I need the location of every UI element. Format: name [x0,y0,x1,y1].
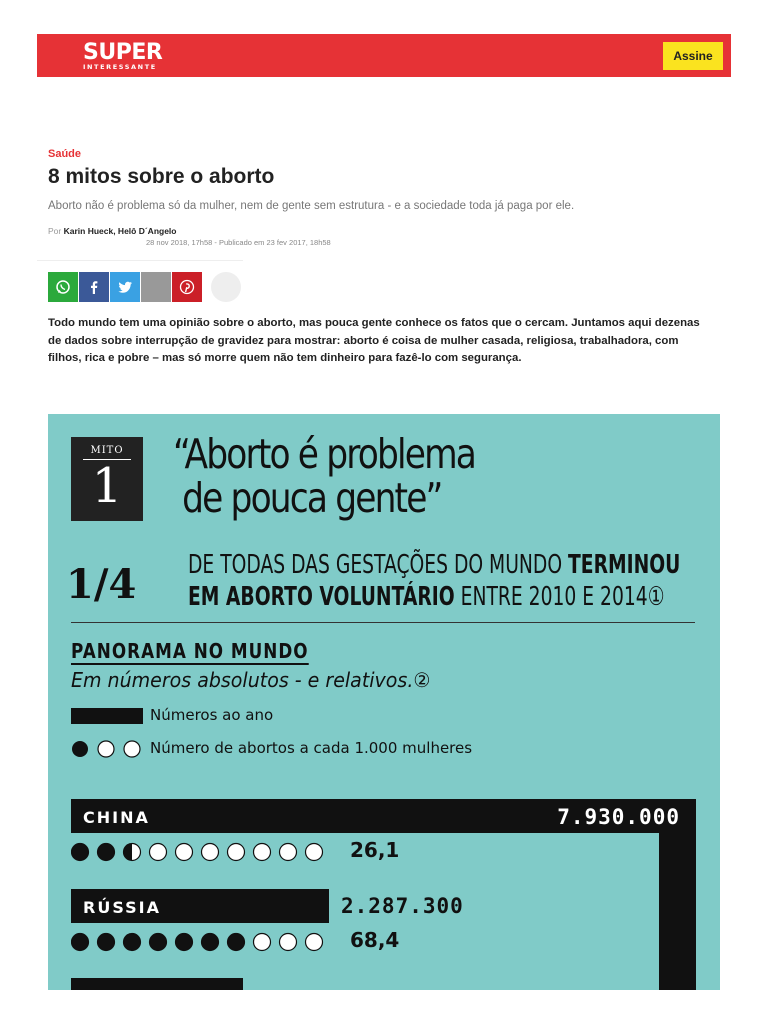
rate-dot [280,934,297,951]
stat-line2-bold: EM ABORTO VOLUNTÁRIO [188,582,455,612]
rate-dot [202,844,219,861]
rate-dot [150,934,167,951]
rate-dot [228,934,245,951]
rate-dot [98,934,115,951]
infographic-divider [71,622,695,623]
article-subtitle: Aborto não é problema só da mulher, nem de gente sem estrutura - e a sociedade toda já paga por ele. [48,200,575,212]
rate-dot [98,844,115,861]
legend-dots-label: Número de abortos a cada 1.000 mulheres [150,739,473,757]
article-authors[interactable]: Karin Hueck, Helô D´Angelo [63,226,177,236]
rate-dot [124,934,141,951]
subscribe-button[interactable]: Assine [663,42,723,70]
twitter-icon [117,279,133,295]
rate-dot [306,934,323,951]
china-bar [71,799,696,833]
myth-label: MITO [83,445,131,460]
myth-quote-line-1: “Aborto é problema [173,430,476,478]
panorama-title: PANORAMA NO MUNDO [71,639,309,663]
myth-quote [173,432,475,520]
stat-line2-normal: ENTRE 2010 E 2014① [454,582,665,612]
rate-dot-half [124,844,132,861]
stat-line1-normal: DE TODAS DAS GESTAÇÕES DO MUNDO [188,550,569,580]
site-logo[interactable]: SUPER INTERESSANTE [83,40,163,71]
russia-value: 2.287.300 [341,894,464,918]
legend-bar-swatch [71,708,143,724]
pinterest-icon [179,279,195,295]
article-title: 8 mitos sobre o aborto [48,165,275,188]
whatsapp-icon [55,279,71,295]
stat-line1-bold: TERMINOU [568,550,681,580]
more-share-button[interactable] [211,272,241,302]
article-byline [48,226,177,236]
rate-dot [280,844,297,861]
site-header [37,34,731,77]
facebook-share-button[interactable] [79,272,109,302]
rate-dot [176,934,193,951]
article-intro: Todo mundo tem uma opinião sobre o aborto, mas pouca gente conhece os fatos que o cercam. Juntamos aqui dezenas de dados sobre interrupção de gravidez para mostrar: aborto é coisa de mulher casada, religiosa, trabalhadora, com filhos, rica e pobre – mas só morre quem não tem dinheiro para fazê-lo com segurança. [48,317,700,364]
russia-bar [71,889,329,923]
pinterest-share-button[interactable] [172,272,202,302]
legend-dots-swatch [71,740,143,758]
rate-dot [254,934,271,951]
byline-prefix: Por [48,226,62,236]
email-icon [148,279,164,295]
myth-quote-line-2: de pouca gente” [173,474,442,522]
rate-dot [228,844,245,861]
twitter-share-button[interactable] [110,272,140,302]
rate-dot [176,844,193,861]
russia-rate-dots [71,932,351,952]
china-rate-dots [71,842,351,862]
china-rate: 26,1 [350,838,400,862]
email-share-button[interactable] [141,272,171,302]
article-category-link[interactable]: Saúde [48,148,82,160]
china-name: CHINA [83,808,150,827]
article-dates: 28 nov 2018, 17h58 - Publicado em 23 fev 2017, 18h58 [146,238,331,247]
facebook-icon [86,279,102,295]
rate-dot [254,844,271,861]
more-icon [218,279,234,295]
stat-text [188,549,680,613]
panorama-subtitle: Em números absolutos - e relativos.② [71,668,431,692]
myth-badge [71,437,143,521]
china-bar-tail [659,832,696,990]
next-country-bar [71,978,243,990]
china-value: 7.930.000 [557,805,680,829]
whatsapp-share-button[interactable] [48,272,78,302]
russia-rate: 68,4 [350,928,400,952]
stat-fraction: 1/4 [66,561,137,608]
rate-dot [306,844,323,861]
rate-dot [202,934,219,951]
legend-bar-label: Números ao ano [150,706,274,724]
share-bar [37,260,243,301]
myth-number: 1 [91,458,123,514]
infographic-image [48,414,720,990]
rate-dot [150,844,167,861]
rate-dot [72,934,89,951]
russia-name: RÚSSIA [83,898,161,917]
rate-dot [72,844,89,861]
